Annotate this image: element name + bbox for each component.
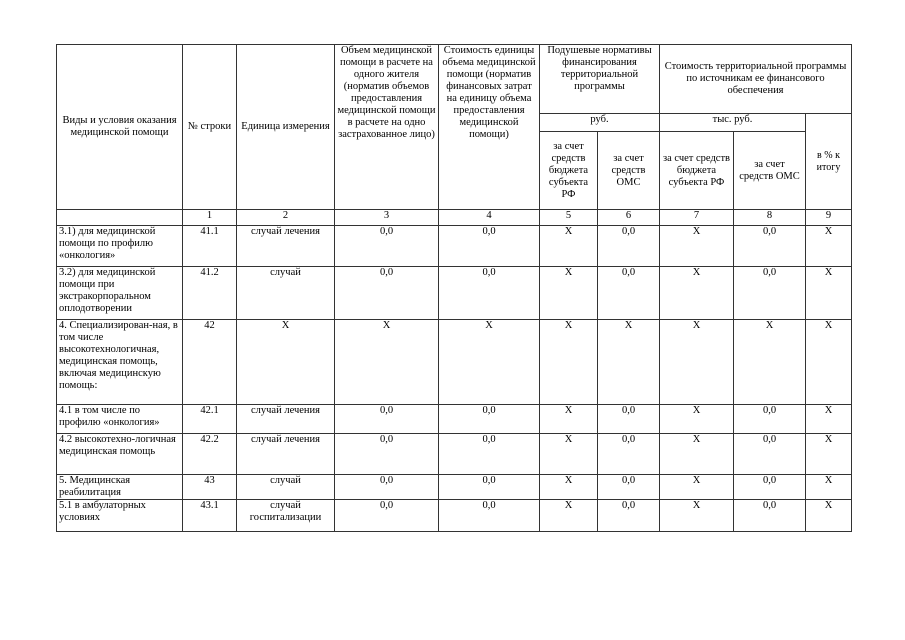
row-per-capita-oms: 0,0 xyxy=(598,405,660,434)
row-total-budget: Х xyxy=(660,475,734,500)
row-total-budget: Х xyxy=(660,226,734,267)
row-unit: случай xyxy=(237,267,335,320)
row-total-oms: 0,0 xyxy=(734,475,806,500)
row-total-budget: Х xyxy=(660,267,734,320)
row-name: 5. Медицинская реабилитация xyxy=(57,475,183,500)
row-volume: 0,0 xyxy=(335,405,439,434)
table-row xyxy=(57,405,852,434)
row-total-oms: 0,0 xyxy=(734,267,806,320)
column-number: 4 xyxy=(439,210,540,226)
header-row-no: № строки xyxy=(183,45,237,210)
row-number: 42.2 xyxy=(183,434,237,475)
row-per-capita-budget: Х xyxy=(540,434,598,475)
header-per-capita: Подушевые нормативы финансирования территориальной программы xyxy=(540,45,660,114)
row-volume: 0,0 xyxy=(335,267,439,320)
header-t-budget: за счет средств бюджета субъекта РФ xyxy=(660,132,734,210)
table-row xyxy=(57,267,852,320)
row-unit-cost: 0,0 xyxy=(439,434,540,475)
column-number: 7 xyxy=(660,210,734,226)
row-per-capita-oms: 0,0 xyxy=(598,226,660,267)
row-per-capita-oms: Х xyxy=(598,320,660,405)
column-number: 9 xyxy=(806,210,852,226)
row-unit: случай лечения xyxy=(237,226,335,267)
table-row xyxy=(57,475,852,500)
row-total-budget: Х xyxy=(660,320,734,405)
row-unit-cost: Х xyxy=(439,320,540,405)
column-number: 6 xyxy=(598,210,660,226)
medical-care-cost-table xyxy=(56,44,852,532)
column-number: 5 xyxy=(540,210,598,226)
row-number: 42 xyxy=(183,320,237,405)
row-number: 41.1 xyxy=(183,226,237,267)
row-number: 42.1 xyxy=(183,405,237,434)
header-unit-cost: Стоимость единицы объема медицинской помощи (норматив финансовых затрат на единицу объема предоставления медицинской помощи) xyxy=(439,45,540,210)
header-pc-budget: за счет средств бюджета субъекта РФ xyxy=(540,132,598,210)
row-total-oms: 0,0 xyxy=(734,434,806,475)
row-percent: Х xyxy=(806,226,852,267)
row-per-capita-oms: 0,0 xyxy=(598,500,660,532)
row-volume: 0,0 xyxy=(335,434,439,475)
row-name: 5.1 в амбулаторных условиях xyxy=(57,500,183,532)
header-volume: Объем медицинской помощи в расчете на одного жителя (норматив объемов предоставления медицинской помощи в расчете на одно застрахованное лицо) xyxy=(335,45,439,210)
header-rub: руб. xyxy=(540,114,660,132)
row-percent: Х xyxy=(806,475,852,500)
row-percent: Х xyxy=(806,434,852,475)
header-t-oms: за счет средств ОМС xyxy=(734,132,806,210)
row-percent: Х xyxy=(806,500,852,532)
column-number: 3 xyxy=(335,210,439,226)
header-unit: Единица измерения xyxy=(237,45,335,210)
row-number: 43 xyxy=(183,475,237,500)
row-volume: 0,0 xyxy=(335,475,439,500)
table-row xyxy=(57,434,852,475)
header-kind: Виды и условия оказания медицинской помощи xyxy=(57,45,183,210)
row-per-capita-budget: Х xyxy=(540,226,598,267)
row-unit: случай госпитализации xyxy=(237,500,335,532)
row-name: 3.2) для медицинской помощи при экстракорпоральном оплодотворении xyxy=(57,267,183,320)
row-total-oms: 0,0 xyxy=(734,405,806,434)
row-per-capita-budget: Х xyxy=(540,405,598,434)
table-row xyxy=(57,500,852,532)
row-per-capita-budget: Х xyxy=(540,500,598,532)
column-number: 2 xyxy=(237,210,335,226)
column-number: 1 xyxy=(183,210,237,226)
row-unit-cost: 0,0 xyxy=(439,475,540,500)
row-name: 3.1) для медицинской помощи по профилю «онкология» xyxy=(57,226,183,267)
row-name: 4. Специализирован-ная, в том числе высокотехнологичная, медицинская помощь, включая медицинскую помощь: xyxy=(57,320,183,405)
row-total-oms: Х xyxy=(734,320,806,405)
row-unit: случай xyxy=(237,475,335,500)
column-number-row xyxy=(57,210,852,226)
row-percent: Х xyxy=(806,267,852,320)
row-unit-cost: 0,0 xyxy=(439,500,540,532)
row-total-oms: 0,0 xyxy=(734,226,806,267)
row-unit: случай лечения xyxy=(237,434,335,475)
row-per-capita-oms: 0,0 xyxy=(598,267,660,320)
row-per-capita-budget: Х xyxy=(540,320,598,405)
row-total-budget: Х xyxy=(660,405,734,434)
row-number: 41.2 xyxy=(183,267,237,320)
row-total-budget: Х xyxy=(660,434,734,475)
header-pc-oms: за счет средств ОМС xyxy=(598,132,660,210)
row-volume: 0,0 xyxy=(335,226,439,267)
row-volume: 0,0 xyxy=(335,500,439,532)
row-unit: случай лечения xyxy=(237,405,335,434)
row-percent: Х xyxy=(806,405,852,434)
header-thousand-rub: тыс. руб. xyxy=(660,114,806,132)
column-number: 8 xyxy=(734,210,806,226)
row-unit-cost: 0,0 xyxy=(439,226,540,267)
row-name: 4.1 в том числе по профилю «онкология» xyxy=(57,405,183,434)
row-unit-cost: 0,0 xyxy=(439,405,540,434)
row-unit: Х xyxy=(237,320,335,405)
row-per-capita-oms: 0,0 xyxy=(598,475,660,500)
header-total-cost: Стоимость территориальной программы по источникам ее финансового обеспечения xyxy=(660,45,852,114)
table-row xyxy=(57,320,852,405)
row-per-capita-budget: Х xyxy=(540,475,598,500)
table-row xyxy=(57,226,852,267)
row-per-capita-budget: Х xyxy=(540,267,598,320)
row-per-capita-oms: 0,0 xyxy=(598,434,660,475)
row-total-oms: 0,0 xyxy=(734,500,806,532)
row-unit-cost: 0,0 xyxy=(439,267,540,320)
row-number: 43.1 xyxy=(183,500,237,532)
column-number xyxy=(57,210,183,226)
row-name: 4.2 высокотехно-логичная медицинская помощь xyxy=(57,434,183,475)
row-percent: Х xyxy=(806,320,852,405)
row-volume: Х xyxy=(335,320,439,405)
row-total-budget: Х xyxy=(660,500,734,532)
header-percent: в % к итогу xyxy=(806,114,852,210)
